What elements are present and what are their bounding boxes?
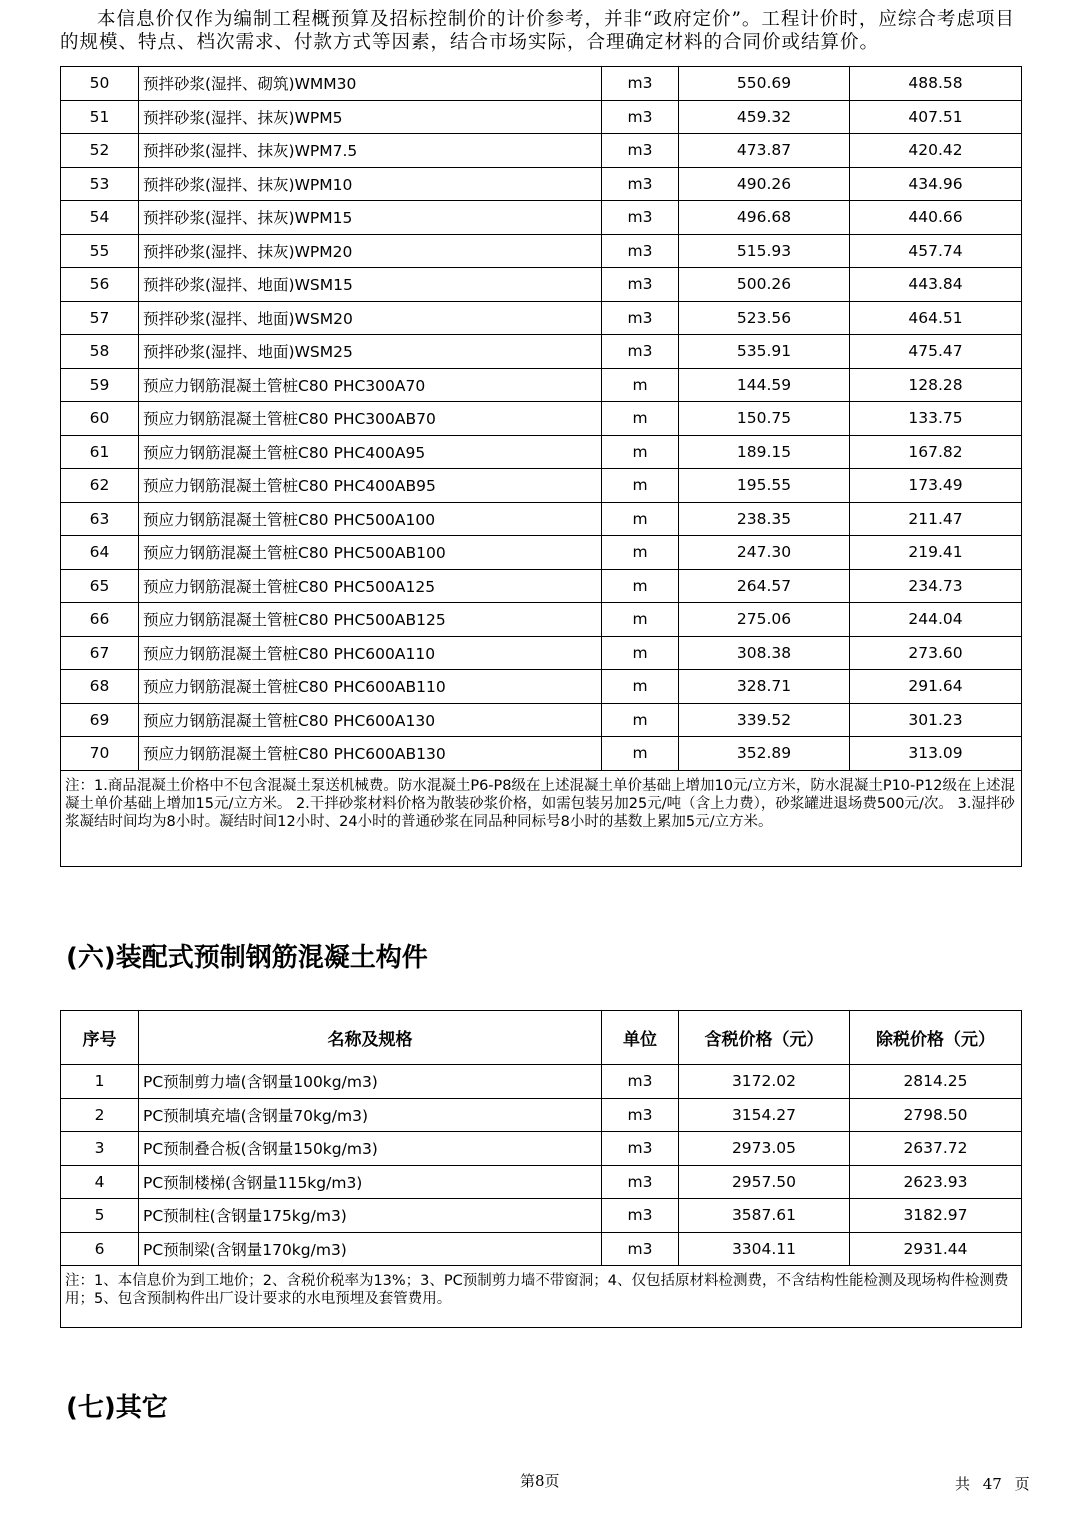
cell-price-tax: 2957.50 (679, 1165, 850, 1199)
cell-index: 62 (61, 469, 139, 503)
header-price-tax: 含税价格（元） (679, 1011, 850, 1065)
cell-unit: m (602, 469, 679, 503)
section-title-other: (七)其它 (66, 1393, 168, 1423)
table-note: 注：1.商品混凝土价格中不包含混凝土泵送机械费。防水混凝土P6-P8级在上述混凝土单价基础上增加10元/立方米，防水混凝土P10-P12级在上述混凝土单价基础上增加15元/立方米。 2.干拌砂浆材料价格为散装砂浆价格，如需包装另加25元/吨（含上力费），砂浆罐进退场费500元/次。 3.湿拌砂浆凝结时间均为8小时。凝结时间12小时、24小时的普通砂浆在同品种同标号8小时的基数上累加5元/立方米。 (61, 770, 1022, 866)
cell-price-notax: 2798.50 (850, 1098, 1022, 1132)
cell-price-tax: 264.57 (679, 569, 850, 603)
cell-unit: m3 (602, 1132, 679, 1166)
cell-index: 63 (61, 502, 139, 536)
table-row (61, 67, 1022, 101)
cell-unit: m3 (602, 1098, 679, 1132)
cell-price-tax: 523.56 (679, 301, 850, 335)
cell-price-tax: 490.26 (679, 167, 850, 201)
cell-index: 69 (61, 703, 139, 737)
cell-index: 5 (61, 1199, 139, 1233)
header-disclaimer: 本信息价仅作为编制工程概预算及招标控制价的计价参考，并非“政府定价”。工程计价时，应综合考虑项目的规模、特点、档次需求、付款方式等因素，结合市场实际，合理确定材料的合同价或结算价。 (60, 9, 1015, 53)
cell-name: PC预制剪力墙(含钢量100kg/m3) (139, 1065, 602, 1099)
cell-price-tax: 3587.61 (679, 1199, 850, 1233)
header-index: 序号 (61, 1011, 139, 1065)
price-table-concrete (60, 66, 1022, 867)
cell-unit: m (602, 569, 679, 603)
cell-index: 2 (61, 1098, 139, 1132)
table-row (61, 134, 1022, 168)
cell-unit: m (602, 435, 679, 469)
cell-index: 70 (61, 737, 139, 771)
cell-index: 57 (61, 301, 139, 335)
table-row (61, 536, 1022, 570)
cell-unit: m (602, 536, 679, 570)
table-row (61, 737, 1022, 771)
table-row (61, 201, 1022, 235)
price-table-prefab (60, 1010, 1022, 1328)
cell-price-tax: 308.38 (679, 636, 850, 670)
cell-name: 预拌砂浆(湿拌、地面)WSM20 (139, 301, 602, 335)
cell-index: 4 (61, 1165, 139, 1199)
cell-price-notax: 219.41 (850, 536, 1022, 570)
cell-price-tax: 339.52 (679, 703, 850, 737)
cell-index: 65 (61, 569, 139, 603)
cell-name: 预应力钢筋混凝土管桩C80 PHC600A130 (139, 703, 602, 737)
cell-price-tax: 144.59 (679, 368, 850, 402)
cell-price-notax: 313.09 (850, 737, 1022, 771)
cell-index: 61 (61, 435, 139, 469)
cell-index: 66 (61, 603, 139, 637)
cell-name: 预应力钢筋混凝土管桩C80 PHC500AB125 (139, 603, 602, 637)
cell-index: 53 (61, 167, 139, 201)
cell-name: PC预制楼梯(含钢量115kg/m3) (139, 1165, 602, 1199)
cell-index: 50 (61, 67, 139, 101)
cell-index: 59 (61, 368, 139, 402)
cell-price-tax: 459.32 (679, 100, 850, 134)
cell-index: 3 (61, 1132, 139, 1166)
cell-price-notax: 488.58 (850, 67, 1022, 101)
header-price-notax: 除税价格（元） (850, 1011, 1022, 1065)
cell-price-notax: 2931.44 (850, 1232, 1022, 1266)
cell-index: 6 (61, 1232, 139, 1266)
cell-unit: m (602, 368, 679, 402)
cell-unit: m3 (602, 1065, 679, 1099)
cell-name: PC预制梁(含钢量170kg/m3) (139, 1232, 602, 1266)
cell-name: 预应力钢筋混凝土管桩C80 PHC600AB130 (139, 737, 602, 771)
cell-unit: m (602, 603, 679, 637)
table-row (61, 368, 1022, 402)
cell-name: 预应力钢筋混凝土管桩C80 PHC300AB70 (139, 402, 602, 436)
table-row (61, 100, 1022, 134)
cell-index: 55 (61, 234, 139, 268)
total-pages: 共 47 页 (955, 1475, 1030, 1493)
cell-name: 预应力钢筋混凝土管桩C80 PHC400A95 (139, 435, 602, 469)
cell-name: PC预制叠合板(含钢量150kg/m3) (139, 1132, 602, 1166)
table-row (61, 167, 1022, 201)
cell-index: 51 (61, 100, 139, 134)
cell-price-notax: 3182.97 (850, 1199, 1022, 1233)
cell-unit: m (602, 670, 679, 704)
cell-price-notax: 2637.72 (850, 1132, 1022, 1166)
cell-price-tax: 275.06 (679, 603, 850, 637)
cell-price-notax: 443.84 (850, 268, 1022, 302)
cell-name: 预拌砂浆(湿拌、抹灰)WPM7.5 (139, 134, 602, 168)
cell-price-tax: 515.93 (679, 234, 850, 268)
cell-index: 52 (61, 134, 139, 168)
cell-price-tax: 328.71 (679, 670, 850, 704)
cell-price-tax: 247.30 (679, 536, 850, 570)
cell-unit: m3 (602, 234, 679, 268)
cell-name: PC预制填充墙(含钢量70kg/m3) (139, 1098, 602, 1132)
cell-name: 预拌砂浆(湿拌、地面)WSM25 (139, 335, 602, 369)
cell-price-notax: 2623.93 (850, 1165, 1022, 1199)
cell-price-notax: 173.49 (850, 469, 1022, 503)
table-row (61, 301, 1022, 335)
table-row (61, 703, 1022, 737)
cell-price-tax: 3154.27 (679, 1098, 850, 1132)
cell-price-notax: 291.64 (850, 670, 1022, 704)
table-row (61, 1065, 1022, 1099)
table-row (61, 435, 1022, 469)
cell-unit: m3 (602, 167, 679, 201)
cell-price-tax: 3304.11 (679, 1232, 850, 1266)
cell-price-tax: 195.55 (679, 469, 850, 503)
cell-name: 预拌砂浆(湿拌、抹灰)WPM10 (139, 167, 602, 201)
cell-index: 60 (61, 402, 139, 436)
cell-name: 预拌砂浆(湿拌、砌筑)WMM30 (139, 67, 602, 101)
cell-price-tax: 496.68 (679, 201, 850, 235)
table-row (61, 569, 1022, 603)
table-row (61, 1098, 1022, 1132)
cell-unit: m3 (602, 134, 679, 168)
cell-unit: m (602, 703, 679, 737)
cell-name: 预应力钢筋混凝土管桩C80 PHC600AB110 (139, 670, 602, 704)
cell-price-notax: 434.96 (850, 167, 1022, 201)
cell-price-notax: 244.04 (850, 603, 1022, 637)
table-note-row (61, 770, 1022, 866)
cell-price-notax: 128.28 (850, 368, 1022, 402)
table-row (61, 335, 1022, 369)
cell-index: 67 (61, 636, 139, 670)
cell-price-tax: 189.15 (679, 435, 850, 469)
cell-price-notax: 407.51 (850, 100, 1022, 134)
table-row (61, 234, 1022, 268)
table-row (61, 1165, 1022, 1199)
cell-name: 预应力钢筋混凝土管桩C80 PHC500A125 (139, 569, 602, 603)
cell-price-notax: 420.42 (850, 134, 1022, 168)
table-row (61, 502, 1022, 536)
cell-price-notax: 440.66 (850, 201, 1022, 235)
cell-price-notax: 2814.25 (850, 1065, 1022, 1099)
cell-price-notax: 167.82 (850, 435, 1022, 469)
page-number: 第8页 (520, 1472, 560, 1490)
cell-name: PC预制柱(含钢量175kg/m3) (139, 1199, 602, 1233)
table-note-row (61, 1266, 1022, 1328)
cell-unit: m3 (602, 100, 679, 134)
cell-unit: m3 (602, 1165, 679, 1199)
cell-unit: m3 (602, 201, 679, 235)
cell-price-tax: 2973.05 (679, 1132, 850, 1166)
cell-index: 1 (61, 1065, 139, 1099)
cell-unit: m (602, 737, 679, 771)
section-title-prefab: (六)装配式预制钢筋混凝土构件 (66, 943, 428, 973)
table-row (61, 268, 1022, 302)
cell-unit: m3 (602, 1199, 679, 1233)
cell-price-notax: 211.47 (850, 502, 1022, 536)
cell-unit: m3 (602, 301, 679, 335)
cell-name: 预拌砂浆(湿拌、地面)WSM15 (139, 268, 602, 302)
cell-index: 64 (61, 536, 139, 570)
cell-unit: m (602, 636, 679, 670)
cell-index: 54 (61, 201, 139, 235)
cell-price-notax: 301.23 (850, 703, 1022, 737)
cell-price-notax: 273.60 (850, 636, 1022, 670)
cell-name: 预拌砂浆(湿拌、抹灰)WPM5 (139, 100, 602, 134)
cell-unit: m3 (602, 1232, 679, 1266)
table-row (61, 603, 1022, 637)
cell-price-tax: 238.35 (679, 502, 850, 536)
cell-price-tax: 352.89 (679, 737, 850, 771)
header-unit: 单位 (602, 1011, 679, 1065)
table-row (61, 1199, 1022, 1233)
cell-price-notax: 457.74 (850, 234, 1022, 268)
table-row (61, 670, 1022, 704)
table-row (61, 1232, 1022, 1266)
cell-name: 预拌砂浆(湿拌、抹灰)WPM20 (139, 234, 602, 268)
cell-unit: m3 (602, 335, 679, 369)
cell-name: 预应力钢筋混凝土管桩C80 PHC300A70 (139, 368, 602, 402)
cell-name: 预拌砂浆(湿拌、抹灰)WPM15 (139, 201, 602, 235)
cell-name: 预应力钢筋混凝土管桩C80 PHC600A110 (139, 636, 602, 670)
cell-price-notax: 133.75 (850, 402, 1022, 436)
cell-name: 预应力钢筋混凝土管桩C80 PHC400AB95 (139, 469, 602, 503)
cell-index: 68 (61, 670, 139, 704)
cell-unit: m3 (602, 268, 679, 302)
table-row (61, 636, 1022, 670)
cell-index: 56 (61, 268, 139, 302)
cell-index: 58 (61, 335, 139, 369)
cell-price-tax: 535.91 (679, 335, 850, 369)
cell-unit: m (602, 502, 679, 536)
cell-price-tax: 150.75 (679, 402, 850, 436)
cell-price-notax: 464.51 (850, 301, 1022, 335)
cell-price-tax: 500.26 (679, 268, 850, 302)
table-row (61, 1132, 1022, 1166)
table-note: 注：1、本信息价为到工地价；2、含税价税率为13%；3、PC预制剪力墙不带窗洞；4、仅包括原材料检测费，不含结构性能检测及现场构件检测费用；5、包含预制构件出厂设计要求的水电预埋及套管费用。 (61, 1266, 1022, 1328)
cell-name: 预应力钢筋混凝土管桩C80 PHC500A100 (139, 502, 602, 536)
table-row (61, 402, 1022, 436)
cell-unit: m3 (602, 67, 679, 101)
cell-name: 预应力钢筋混凝土管桩C80 PHC500AB100 (139, 536, 602, 570)
cell-price-tax: 3172.02 (679, 1065, 850, 1099)
header-name: 名称及规格 (139, 1011, 602, 1065)
cell-price-tax: 550.69 (679, 67, 850, 101)
table-header-row (61, 1011, 1022, 1065)
table-row (61, 469, 1022, 503)
cell-price-notax: 234.73 (850, 569, 1022, 603)
cell-price-notax: 475.47 (850, 335, 1022, 369)
cell-price-tax: 473.87 (679, 134, 850, 168)
cell-unit: m (602, 402, 679, 436)
